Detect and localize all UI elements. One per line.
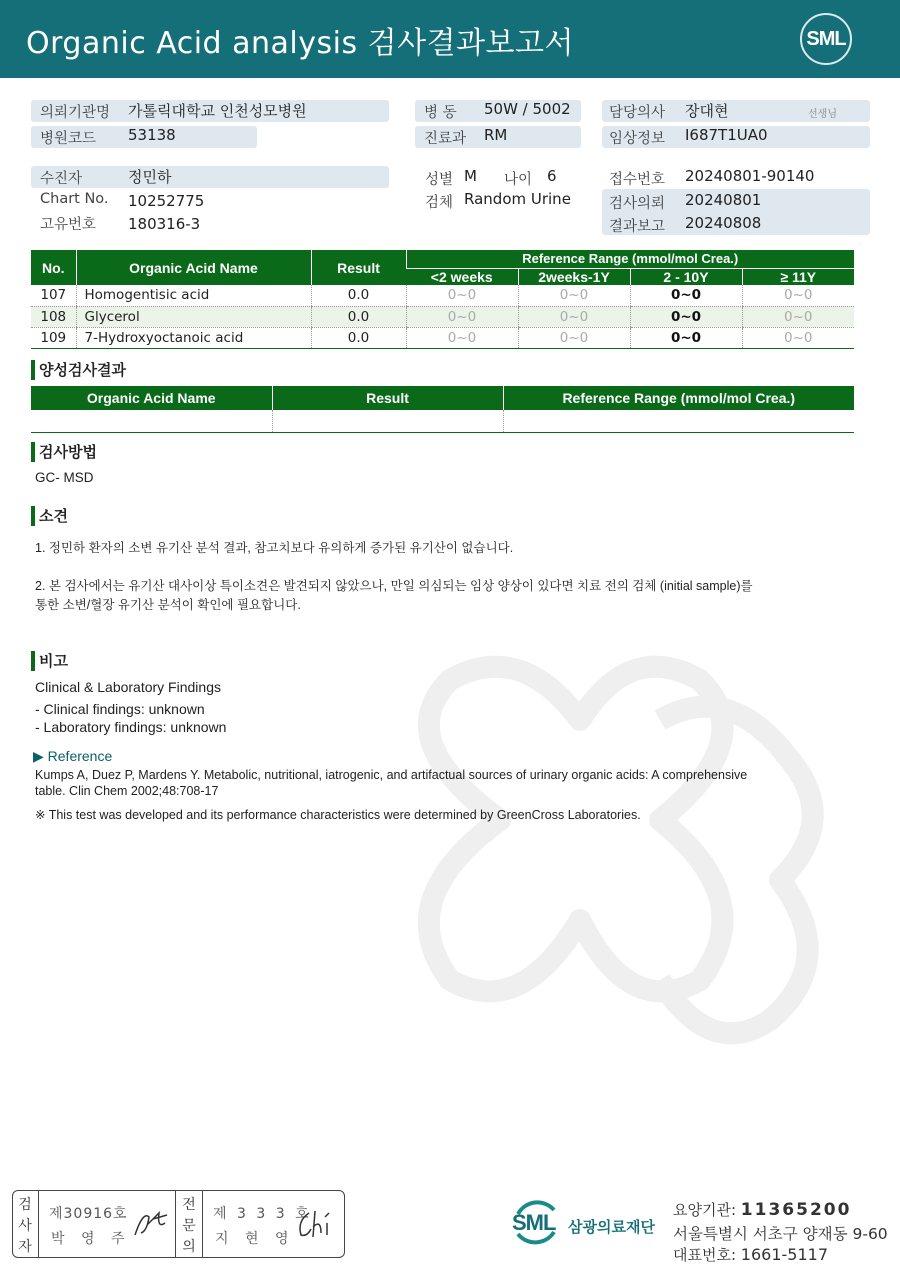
findings-line-2: 2. 본 검사에서는 유기산 대사이상 특이소견은 발견되지 않았으나, 만일 의심되는 임상 양상이 있다면 치료 전의 검체 (initial sample)를	[35, 579, 753, 593]
foundation-name: 삼광의료재단	[568, 1218, 655, 1236]
chart-value: 10252775	[128, 192, 205, 210]
col-age-4: ≥ 11Y	[742, 268, 854, 285]
request-label: 검사의뢰	[609, 196, 666, 212]
uid-label: 고유번호	[40, 217, 97, 233]
table-row	[31, 285, 854, 306]
table-row	[31, 410, 854, 432]
row-ref-4: 0~0	[742, 285, 854, 306]
sml-logo-text: SML	[806, 28, 846, 50]
col-name: Organic Acid Name	[76, 250, 311, 285]
method-section-title: 검사방법	[31, 441, 97, 462]
row-name: 7-Hydroxyoctanoic acid	[76, 327, 311, 348]
doctor-label: 담당의사	[609, 105, 666, 121]
col-age-2: 2weeks-1Y	[518, 268, 630, 285]
col-no: No.	[31, 250, 76, 285]
positive-table	[31, 386, 854, 433]
ward-value: 50W / 5002	[484, 100, 571, 118]
pos-col-name: Organic Acid Name	[31, 386, 272, 410]
remarks-heading: Clinical & Laboratory Findings	[35, 679, 221, 695]
reference-line-2: table. Clin Chem 2002;48:708-17	[35, 784, 219, 798]
reference-note: ※ This test was developed and its performance characteristics were determined by GreenCross Laboratories.	[35, 808, 641, 822]
report-label: 결과보고	[609, 219, 666, 235]
inspector-license: 제30916호	[49, 1206, 128, 1222]
patient-label: 수진자	[40, 171, 83, 187]
inspector-name: 박 영 주	[51, 1231, 131, 1247]
hospital-code-label: 병원코드	[40, 131, 97, 147]
row-result: 0.0	[311, 285, 406, 306]
age-value: 6	[547, 167, 557, 185]
specialist-signature	[295, 1207, 339, 1243]
uid-value: 180316-3	[128, 215, 201, 233]
col-ref-range: Reference Range (mmol/mol Crea.)	[406, 250, 854, 268]
report-header	[0, 0, 900, 78]
age-label: 나이	[504, 172, 533, 188]
report-title: Organic Acid analysis 검사결과보고서	[26, 26, 574, 61]
row-ref-2: 0~0	[518, 285, 630, 306]
receipt-label: 접수번호	[609, 172, 666, 188]
inspector-label: 검 사 자	[18, 1197, 32, 1255]
sex-value: M	[464, 167, 477, 185]
request-value: 20240801	[685, 191, 762, 209]
inspector-label-col	[13, 1191, 39, 1257]
receipt-value: 20240801-90140	[685, 167, 815, 185]
positive-section-title: 양성검사결과	[31, 359, 126, 380]
row-ref-3: 0~0	[630, 285, 742, 306]
row-no: 109	[31, 327, 76, 348]
doctor-suffix: 선생님	[808, 109, 837, 120]
table-row	[31, 327, 854, 348]
col-result: Result	[311, 250, 406, 285]
specimen-label: 검체	[425, 195, 454, 211]
pos-col-ref: Reference Range (mmol/mol Crea.)	[503, 386, 854, 410]
row-ref-1: 0~0	[406, 327, 518, 348]
chart-label: Chart No.	[40, 191, 109, 207]
row-no: 108	[31, 306, 76, 327]
remarks-section-title: 비고	[31, 650, 68, 671]
pos-col-result: Result	[272, 386, 503, 410]
patient-pill	[31, 166, 389, 188]
institution-value: 가톨릭대학교 인천성모병원	[128, 102, 307, 120]
row-ref-3: 0~0	[630, 306, 742, 327]
method-text: GC- MSD	[35, 470, 94, 485]
results-table	[31, 250, 854, 349]
clinical-value: I687T1UA0	[685, 126, 768, 144]
sex-label: 성별	[425, 172, 454, 188]
row-name: Glycerol	[76, 306, 311, 327]
findings-section-title: 소견	[31, 505, 68, 526]
foundation-address: 서울특별시 서초구 양재동 9-60	[673, 1225, 888, 1243]
row-ref-2: 0~0	[518, 327, 630, 348]
institution-code: 요양기관: 11365200	[673, 1200, 852, 1220]
specimen-value: Random Urine	[464, 190, 571, 208]
reference-line-1: Kumps A, Duez P, Mardens Y. Metabolic, nutritional, iatrogenic, and artifactual sources of urinary organic acids: A comprehensive	[35, 768, 748, 782]
col-age-1: <2 weeks	[406, 268, 518, 285]
ward-label: 병 동	[424, 105, 457, 121]
specialist-name: 지 현 영	[215, 1231, 295, 1247]
reference-title: ▶ Reference	[33, 748, 113, 764]
dept-label: 진료과	[424, 131, 467, 147]
findings-line-3: 통한 소변/혈장 유기산 분석이 확인에 필요합니다.	[35, 598, 301, 612]
doctor-value: 장대현	[685, 102, 729, 120]
report-value: 20240808	[685, 214, 762, 232]
row-ref-2: 0~0	[518, 306, 630, 327]
table-row	[31, 306, 854, 327]
col-age-3: 2 - 10Y	[630, 268, 742, 285]
row-no: 107	[31, 285, 76, 306]
findings-line-1: 1. 정민하 환자의 소변 유기산 분석 결과, 참고치보다 유의하게 증가된 유기산이 없습니다.	[35, 541, 514, 555]
patient-value: 정민하	[128, 168, 172, 186]
row-name: Homogentisic acid	[76, 285, 311, 306]
specialist-label: 전 문 의	[182, 1197, 196, 1255]
row-ref-4: 0~0	[742, 327, 854, 348]
dept-value: RM	[484, 126, 508, 144]
row-ref-3: 0~0	[630, 327, 742, 348]
row-ref-1: 0~0	[406, 285, 518, 306]
row-ref-1: 0~0	[406, 306, 518, 327]
watermark-logo	[360, 600, 880, 1100]
hospital-code-value: 53138	[128, 126, 176, 144]
signature-box	[12, 1190, 345, 1258]
specialist-license: 제 3 3 3 호	[213, 1206, 312, 1222]
institution-label: 의뢰기관명	[40, 105, 111, 121]
row-result: 0.0	[311, 306, 406, 327]
remarks-item-1: - Clinical findings: unknown	[35, 701, 205, 717]
sml-logo	[800, 13, 852, 65]
foundation-phone: 대표번호: 1661-5117	[673, 1245, 829, 1264]
remarks-item-2: - Laboratory findings: unknown	[35, 719, 227, 735]
inspector-signature	[131, 1205, 171, 1241]
foundation-logo-text: SML	[512, 1210, 556, 1235]
row-ref-4: 0~0	[742, 306, 854, 327]
row-result: 0.0	[311, 327, 406, 348]
specialist-label-col	[175, 1191, 203, 1257]
clinical-label: 임상정보	[609, 131, 666, 147]
